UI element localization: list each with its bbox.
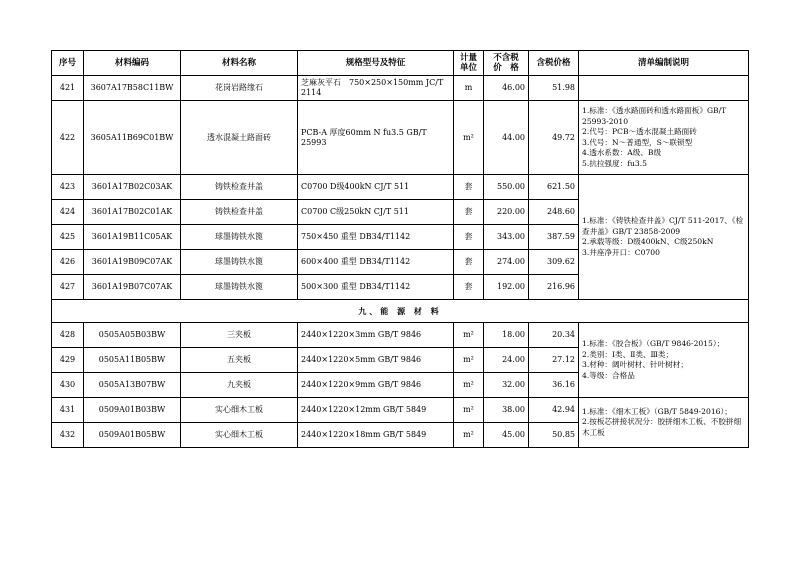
cell-name: 球墨铸铁水篦 [181,275,298,300]
cell-name: 九夹板 [181,373,298,398]
cell-unit: m² [454,373,484,398]
cell-price-ex: 192.00 [484,275,529,300]
cell-seq: 431 [52,398,84,423]
cell-price-inc: 27.12 [529,348,579,373]
cell-seq: 427 [52,275,84,300]
note-line: 2.代号：PCB～透水混凝土路面砖 [582,127,697,136]
cell-spec: C0700 C级250kN CJ/T 511 [298,200,454,225]
cell-code: 0505A13B07BW [84,373,181,398]
cell-price-inc: 42.94 [529,398,579,423]
cell-name: 三夹板 [181,323,298,348]
cell-code: 3601A19B09C07AK [84,250,181,275]
cell-code: 0509A01B05BW [84,423,181,448]
cell-spec: 2440×1220×12mm GB/T 5849 [298,398,454,423]
note-line: 2.按板芯拼接状况分：胶拼细木工板、不胶拼细木工板 [582,417,742,437]
cell-price-inc: 216.96 [529,275,579,300]
cell-seq: 426 [52,250,84,275]
cell-code: 3605A11B69C01BW [84,101,181,175]
cell-name: 球墨铸铁水篦 [181,225,298,250]
cell-price-ex: 24.00 [484,348,529,373]
cell-price-inc: 49.72 [529,101,579,175]
note-line: 5.抗拉强度：fu3.5 [582,158,647,168]
cell-unit: 套 [454,200,484,225]
note-line: 3.井座净开口：C0700 [582,247,660,257]
cell-notes-manhole [579,175,749,300]
cell-seq: 425 [52,225,84,250]
note-line: 1.标准：《细木工板》（GB/T 5849-2016）； [582,406,732,416]
cell-seq: 423 [52,175,84,200]
note-line: 2.承载等级：D级400kN、C级250kN [582,237,714,246]
cell-name: 实心细木工板 [181,398,298,423]
header-spec: 规格型号及特征 [298,51,454,76]
cell-notes-paving-brick [579,101,749,175]
cell-code: 0509A01B03BW [84,398,181,423]
cell-name: 铸铁检查井盖 [181,200,298,225]
cell-code: 3607A17B58C11BW [84,76,181,101]
cell-seq: 430 [52,373,84,398]
header-code: 材料编码 [84,51,181,76]
cell-spec: 2440×1220×5mm GB/T 9846 [298,348,454,373]
cell-unit: 套 [454,225,484,250]
section-row [52,300,749,323]
header-price-inc: 含税价格 [529,51,579,76]
cell-name: 球墨铸铁水篦 [181,250,298,275]
cell-spec: 芝麻灰平石 750×250×150mm JC/T 2114 [298,76,454,101]
cell-price-ex: 343.00 [484,225,529,250]
cell-name: 五夹板 [181,348,298,373]
cell-unit: m [454,76,484,101]
header-unit [454,51,484,76]
cell-code: 3601A19B11C05AK [84,225,181,250]
cell-spec: 500×300 重型 DB34/T1142 [298,275,454,300]
note-line: 1.标准：《透水路面砖和透水路面板》GB/T 25993-2010 [582,106,727,126]
cell-spec: 600×400 重型 DB34/T1142 [298,250,454,275]
table-row [52,101,749,175]
cell-seq: 421 [52,76,84,101]
cell-code: 3601A19B07C07AK [84,275,181,300]
cell-price-inc: 36.16 [529,373,579,398]
note-line: 2.类别：Ⅰ类、Ⅱ类、Ⅲ类； [582,349,674,359]
section-title: 九、能 源 材 料 [52,300,749,323]
table-row [52,76,749,101]
header-notes: 清单编制说明 [579,51,749,76]
cell-price-inc: 20.34 [529,323,579,348]
cell-name: 透水混凝土路面砖 [181,101,298,175]
cell-seq: 422 [52,101,84,175]
cell-price-ex: 44.00 [484,101,529,175]
cell-price-ex: 46.00 [484,76,529,101]
cell-code: 0505A05B03BW [84,323,181,348]
cell-price-ex: 550.00 [484,175,529,200]
cell-code: 0505A11B05BW [84,348,181,373]
cell-unit: m² [454,423,484,448]
cell-spec: 2440×1220×18mm GB/T 5849 [298,423,454,448]
header-name: 材料名称 [181,51,298,76]
note-line: 3.代号：N～普通型，S～联锁型 [582,137,693,147]
cell-price-ex: 220.00 [484,200,529,225]
cell-price-inc: 248.60 [529,200,579,225]
cell-notes-plywood [579,323,749,398]
cell-unit: m² [454,398,484,423]
cell-price-ex: 274.00 [484,250,529,275]
table-row [52,398,749,423]
cell-spec: C0700 D级400kN CJ/T 511 [298,175,454,200]
cell-name: 铸铁检查井盖 [181,175,298,200]
cell-unit: 套 [454,275,484,300]
header-unit-line2: 单位 [459,63,477,73]
cell-name: 花岗岩路缘石 [181,76,298,101]
note-line: 4.等级：合格品 [582,370,635,380]
cell-spec: 750×450 重型 DB34/T1142 [298,225,454,250]
header-price-ex-line1: 不含税 [493,53,519,63]
cell-unit: m² [454,348,484,373]
cell-name: 实心细木工板 [181,423,298,448]
table-row [52,175,749,200]
cell-seq: 432 [52,423,84,448]
cell-price-inc: 50.85 [529,423,579,448]
note-line: 1.标准：《胶合板》（GB/T 9846-2015）； [582,339,725,348]
materials-price-table [51,50,749,448]
cell-price-ex: 38.00 [484,398,529,423]
cell-spec: 2440×1220×9mm GB/T 9846 [298,373,454,398]
cell-seq: 428 [52,323,84,348]
header-seq: 序号 [52,51,84,76]
header-row [52,51,749,76]
cell-unit: m² [454,101,484,175]
cell-price-inc: 309.62 [529,250,579,275]
cell-price-ex: 32.00 [484,373,529,398]
cell-notes-empty [579,76,749,101]
note-line: 1.标准：《铸铁检查井盖》CJ/T 511-2017、《检查井盖》GB/T 23858-2009 [582,216,744,236]
cell-spec: 2440×1220×3mm GB/T 9846 [298,323,454,348]
cell-spec: PCB-A 厚度60mm N fu3.5 GB/T 25993 [298,101,454,175]
cell-notes-blockboard [579,398,749,448]
cell-unit: 套 [454,250,484,275]
cell-price-ex: 18.00 [484,323,529,348]
cell-unit: m² [454,323,484,348]
cell-seq: 429 [52,348,84,373]
cell-code: 3601A17B02C03AK [84,175,181,200]
cell-price-inc: 387.59 [529,225,579,250]
cell-code: 3601A17B02C01AK [84,200,181,225]
header-price-ex-line2: 价 格 [493,63,519,73]
cell-unit: 套 [454,175,484,200]
cell-price-inc: 51.98 [529,76,579,101]
table-row [52,323,749,348]
header-price-ex [484,51,529,76]
cell-price-ex: 45.00 [484,423,529,448]
note-line: 4.透水系数：A级、B级 [582,148,662,157]
note-line: 3.材种：阔叶树材、针叶树材； [582,360,688,369]
cell-price-inc: 621.50 [529,175,579,200]
header-unit-line1: 计量 [459,53,477,63]
cell-seq: 424 [52,200,84,225]
